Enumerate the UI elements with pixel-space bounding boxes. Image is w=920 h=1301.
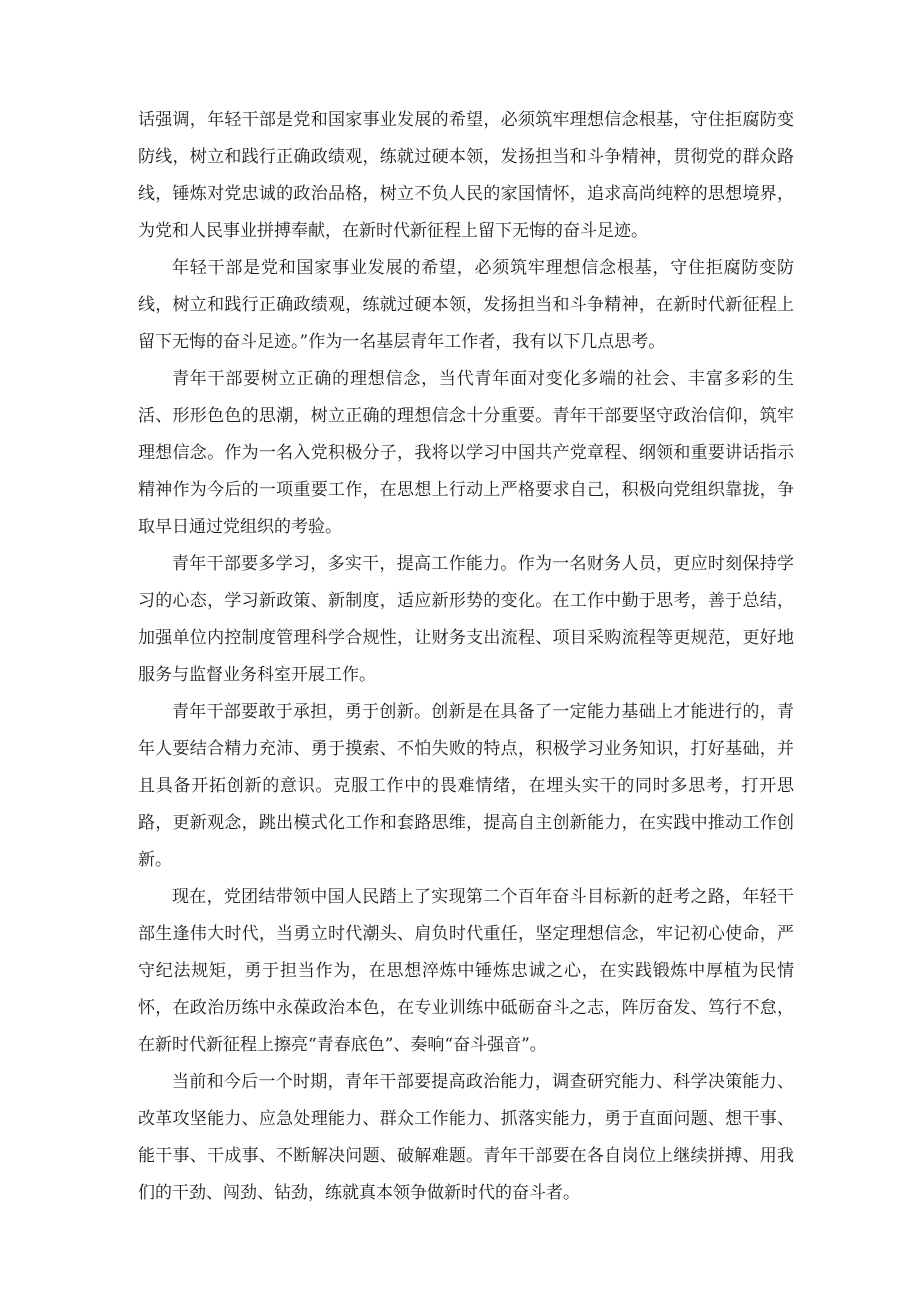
paragraph-2: 年轻干部是党和国家事业发展的希望，必须筑牢理想信念根基，守住拒腐防变防线，树立和践行正确政绩观，练就过硬本领，发扬担当和斗争精神，在新时代新征程上留下无悔的奋斗足迹。”作为一名基层青年工作者，我有以下几点思考。 — [138, 258, 794, 352]
paragraph-1: 话强调，年轻干部是党和国家事业发展的希望，必须筑牢理想信念根基，守住拒腐防变防线，树立和践行正确政绩观，练就过硬本领，发扬担当和斗争精神，贯彻党的群众路线，锤炼对党忠诚的政治品格，树立不负人民的家国情怀，追求高尚纯粹的思想境界，为党和人民事业拼搏奉献，在新时代新征程上留下无悔的奋斗足迹。 — [138, 110, 794, 241]
paragraph-7: 当前和今后一个时期，青年干部要提高政治能力，调查研究能力、科学决策能力、改革攻坚能力、应急处理能力、群众工作能力、抓落实能力，勇于直面问题、想干事、能干事、干成事、不断解决问题、破解难题。青年干部要在各自岗位上继续拼搏、用我们的干劲、闯劲、钻劲，练就真本领争做新时代的奋斗者。 — [138, 1072, 794, 1203]
paragraph-3: 青年干部要树立正确的理想信念，当代青年面对变化多端的社会、丰富多彩的生活、形形色色的思潮，树立正确的理想信念十分重要。青年干部要坚守政治信仰，筑牢理想信念。作为一名入党积极分子，我将以学习中国共产党章程、纲领和重要讲话指示精神作为今后的一项重要工作，在思想上行动上严格要求自己，积极向党组织靠拢，争取早日通过党组织的考验。 — [138, 369, 794, 537]
paragraph-4: 青年干部要多学习，多实干，提高工作能力。作为一名财务人员，更应时刻保持学习的心态，学习新政策、新制度，适应新形势的变化。在工作中勤于思考，善于总结，加强单位内控制度管理科学合规性，让财务支出流程、项目采购流程等更规范，更好地服务与监督业务科室开展工作。 — [138, 554, 794, 685]
paragraph-5: 青年干部要敢于承担，勇于创新。创新是在具备了一定能力基础上才能进行的，青年人要结合精力充沛、勇于摸索、不怕失败的特点，积极学习业务知识，打好基础，并且具备开拓创新的意识。克服工作中的畏难情绪，在埋头实干的同时多思考，打开思路，更新观念，跳出模式化工作和套路思维，提高自主创新能力，在实践中推动工作创新。 — [138, 702, 794, 870]
document-body — [138, 102, 794, 1212]
paragraph-6: 现在，党团结带领中国人民踏上了实现第二个百年奋斗目标新的赶考之路，年轻干部生逢伟大时代，当勇立时代潮头、肩负时代重任，坚定理想信念，牢记初心使命，严守纪法规矩，勇于担当作为，在思想淬炼中锤炼忠诚之心，在实践锻炼中厚植为民情怀，在政治历练中永葆政治本色，在专业训练中砥砺奋斗之志，阵厉奋发、笃行不怠，在新时代新征程上擦亮“青春底色”、奏响“奋斗强音”。 — [138, 887, 794, 1055]
